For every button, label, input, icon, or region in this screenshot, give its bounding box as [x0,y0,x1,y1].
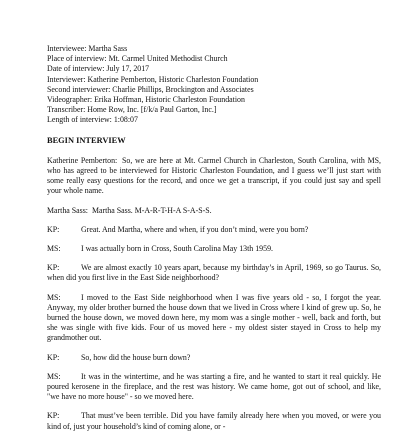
meta-length: Length of interview: 1:08:07 [47,115,138,125]
interview-metadata [47,44,381,126]
transcript-paragraph [47,411,381,431]
meta-second-interviewer: Second interviewer: Charlie Phillips, Brockington and Associates [47,84,254,94]
transcript-paragraph [47,225,381,235]
meta-interviewer: Interviewer: Katherine Pemberton, Historic Charleston Foundation [47,74,259,84]
transcript-paragraph [47,372,381,403]
meta-videographer: Videographer: Erika Hoffman, Historic Charleston Foundation [47,95,245,105]
transcript-paragraph [47,353,381,363]
speaker-label: Katherine Pemberton: [47,155,118,165]
utterance-text: I moved to the East Side neighborhood when I was five years old - so, I forgot the year. Anyway, my older brother burned the house down that we lived in Cross where I kind of grew up. So, he burned the house down, we moved down here, my mom was a single mother - well, back and forth, but she was single with five kids. Four of us moved here - my oldest sister stayed in Cross to help my grandmother out. [47,292,381,343]
transcript-paragraph [47,244,381,254]
utterance-text: So, we are here at Mt. Carmel Church in Charleston, South Carolina, with MS, who has agreed to be interviewed for Historic Charleston Foundation, and I guess we’ll just start with some really easy questions for the record, and once we get a transcript, if you could just say and spell your whole name. [47,155,381,196]
speaker-label: MS: [47,244,61,254]
utterance-text: Martha Sass. M-A-R-T-H-A S-A-S-S. [91,205,212,215]
speaker-label: Martha Sass: [47,205,88,215]
meta-date: Date of interview: July 17, 2017 [47,64,150,74]
utterance-text: So, how did the house burn down? [81,352,191,362]
speaker-label: KP: [47,411,60,421]
speaker-label: KP: [47,224,60,234]
transcript-paragraph [47,206,381,216]
meta-place: Place of interview: Mt. Carmel United Methodist Church [47,54,228,64]
utterance-text: That must’ve been terrible. Did you have family already here when you moved, or were you kind of, just your household’s kind of coming alone, or - [47,411,381,431]
meta-transcriber: Transcriber: Home Row, Inc. [f/k/a Paul Garton, Inc.] [47,105,217,115]
speaker-label: KP: [47,263,60,273]
speaker-label: KP: [47,352,60,362]
speaker-label: MS: [47,371,61,381]
utterance-text: I was actually born in Cross, South Carolina May 13th 1959. [81,244,273,254]
transcript-paragraph [47,293,381,344]
transcript-paragraph [47,263,381,283]
section-heading: BEGIN INTERVIEW [47,135,126,145]
transcript-paragraph [47,156,381,197]
utterance-text: Great. And Martha, where and when, if you don’t mind, were you born? [81,224,309,234]
document-body [47,44,381,432]
utterance-text: We are almost exactly 10 years apart, because my birthday’s in April, 1969, so go Taurus. So, when did you first live in the East Side neighborhood? [47,263,381,283]
utterance-text: It was in the wintertime, and he was starting a fire, and he wanted to start it real quickly. He poured kerosene in the fireplace, and the rest was history. We came home, got out of school, and like, "we have no more house" - so we moved here. [47,371,381,402]
speaker-label: MS: [47,292,61,302]
meta-interviewee: Interviewee: Martha Sass [47,44,128,53]
